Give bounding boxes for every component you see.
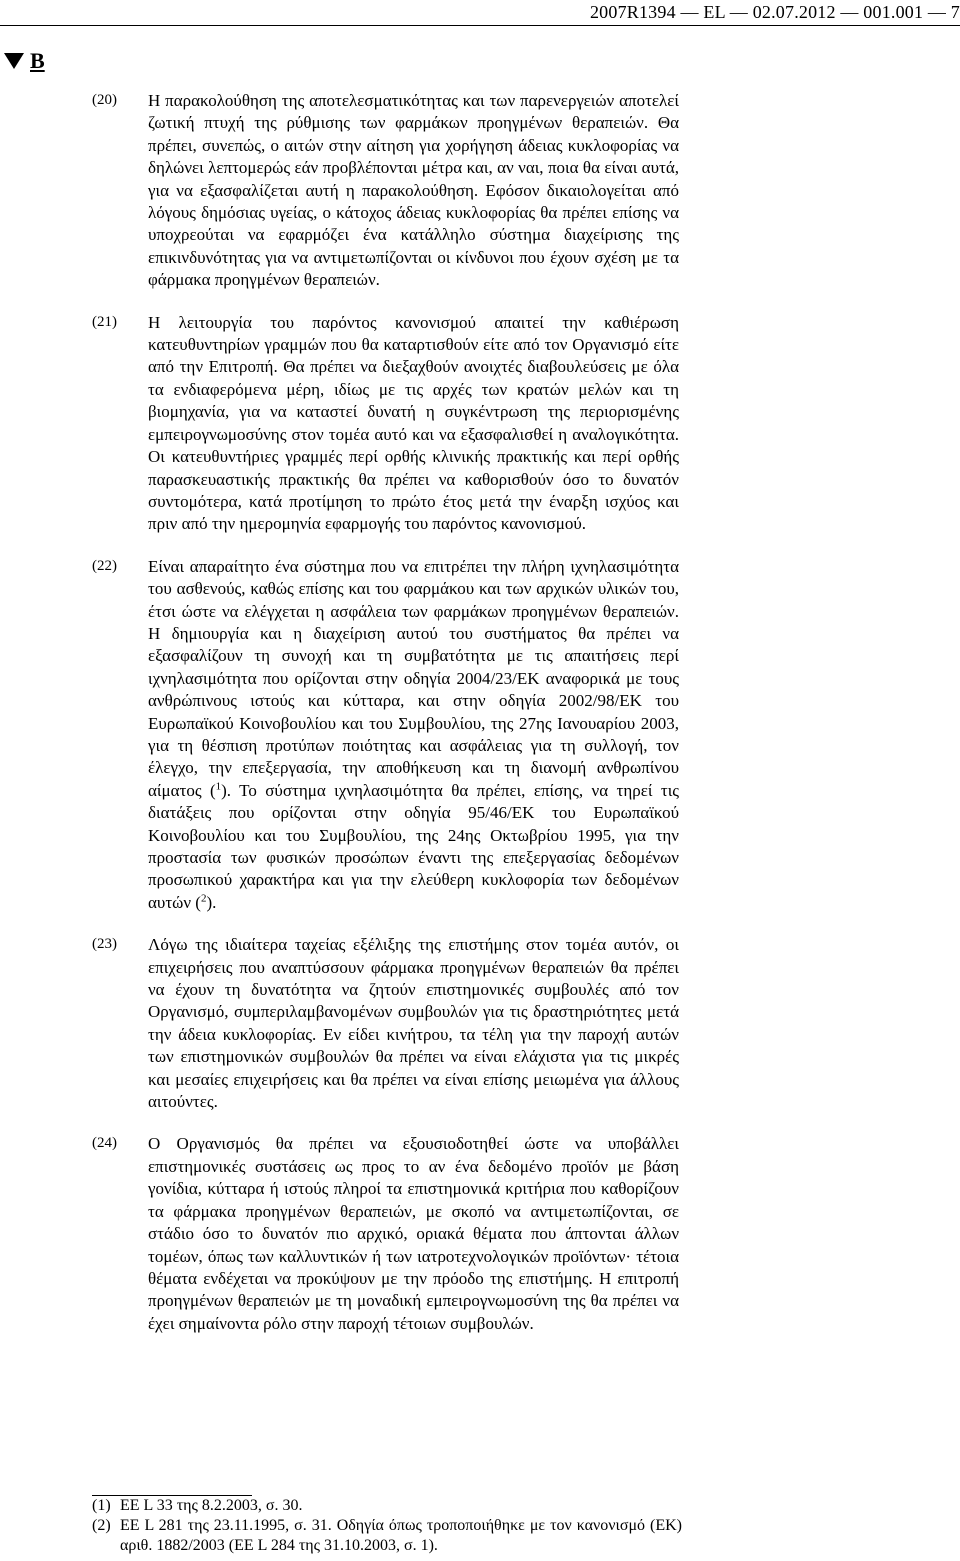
recital-24 xyxy=(92,1133,679,1335)
recital-number: (23) xyxy=(92,936,117,953)
recital-number: (22) xyxy=(92,557,117,574)
marker-letter: B xyxy=(30,48,45,73)
recital-21 xyxy=(92,312,679,536)
recital-text xyxy=(148,556,679,915)
amendment-marker xyxy=(4,48,45,74)
running-header xyxy=(0,0,960,26)
recital-23 xyxy=(92,934,679,1113)
footnote-text: ΕΕ L 281 της 23.11.1995, σ. 31. Οδηγία όπως τροποποιήθηκε με τον κανονισμό (ΕΚ) αριθ. 1882/2003 (ΕΕ L 284 της 31.10.2003, σ. 1). xyxy=(120,1517,682,1554)
recital-text: Η λειτουργία του παρόντος κανονισμού απαιτεί την καθιέρωση κατευθυντηρίων γραμμών που θα καταρτισθούν είτε από τον Οργανισμό είτε από την Επιτροπή. Θα πρέπει να διεξαχθούν ανοιχτές διαβουλεύσεις με όλα τα ενδιαφερόμενα μέρη, ιδίως με τις αρχές των κρατών μελών και τη βιομηχανία, για να καταστεί δυνατή η συγκέντρωση της περιορισμένης εμπειρογνωμοσύνης στον τομέα αυτό και να εξασφαλισθεί η αναλογικότητα. Οι κατευθυντήριες γραμμές περί ορθής κλινικής πρακτικής και περί ορθής παρασκευαστικής πρακτικής θα πρέπει να καθορισθούν όσο το δυνατόν συντομότερα, κατά προτίμηση το πρώτο έτος μετά την έναρξη ισχύος και πριν από την ημερομηνία εφαρμογής του παρόντος κανονισμού. xyxy=(148,312,679,534)
recital-text-part: ). xyxy=(206,892,217,912)
footnote-number: (1) xyxy=(92,1497,111,1514)
recital-22 xyxy=(92,556,679,915)
footnote-2 xyxy=(92,1516,682,1556)
footnote-text: ΕΕ L 33 της 8.2.2003, σ. 30. xyxy=(120,1497,303,1514)
recital-text-part: ). Το σύστημα ιχνηλασιμότητα θα πρέπει, επίσης, να τηρεί τις διατάξεις που ορίζονται στην οδηγία 95/46/ΕΚ του Ευρωπαϊκού Κοινοβουλίου και του Συμβουλίου, της 24ης Οκτωβρίου 1995, για την προστασία των φυσικών προσώπων έναντι της επεξεργασίας δεδομένων προσωπικού χαρακτήρα και για την ελεύθερη κυκλοφορία των δεδομένων αυτών ( xyxy=(148,780,679,912)
recital-number: (20) xyxy=(92,92,117,108)
recital-20 xyxy=(92,90,679,292)
recital-number: (24) xyxy=(92,1135,117,1152)
footnote-ref-2[interactable]: 2 xyxy=(200,892,207,905)
footnote-1 xyxy=(92,1496,682,1516)
header-text: 2007R1394 — EL — 02.07.2012 — 001.001 — 7 xyxy=(589,2,960,22)
recital-text: Η παρακολούθηση της αποτελεσματικότητας και των παρενεργειών αποτελεί ζωτική πτυχή της ρύθμισης των φαρμάκων προηγμένων θεραπειών. Θα πρέπει, συνεπώς, ο αιτών στην αίτηση για χορήγηση άδειας κυκλοφορίας να δηλώνει λεπτομερώς εάν προβλέπονται μέτρα και, αν ναι, ποια θα είναι αυτά, για να εξασφαλίζεται αυτή η παρακολούθηση. Εφόσον δικαιολογείται από λόγους δημόσιας υγείας, ο κάτοχος άδειας κυκλοφορίας θα πρέπει επίσης να υποχρεούται να εφαρμόζει ένα κατάλληλο σύστημα διαχείρισης της επικινδυνότητας για να αντιμετωπίζονται οι κίνδυνοι που έχουν σχέση με τα φάρμακα προηγμένων θεραπειών. xyxy=(148,91,679,290)
footnotes xyxy=(92,1496,682,1556)
recital-number: (21) xyxy=(92,313,117,330)
recital-text-part: Είναι απαραίτητο ένα σύστημα που να επιτρέπει την πλήρη ιχνηλασιμότητα του ασθενούς, καθώς επίσης και του φαρμάκου και των αρχικών υλικών του, έτσι ώστε να ελέγχεται η ασφάλεια των φαρμάκων προηγμένων θεραπειών. Η δημιουργία και η διαχείριση αυτού του συστήματος θα πρέπει να εξασφαλίζουν τη συνοχή και τη συμβατότητα με τις απαιτήσεις περί ιχνηλασιμότητα που ορίζονται στην οδηγία 2004/23/ΕΚ αναφορικά με τους ανθρώπινους ιστούς και κύτταρα, και στην οδηγία 2002/98/ΕΚ του Ευρωπαϊκού Κοινοβουλίου και του Συμβουλίου, της 27ης Ιανουαρίου 2003, για τη θέσπιση προτύπων ποιότητας και ασφάλειας για τη συλλογή, τον έλεγχο, την επεξεργασία, την αποθήκευση και τη διανομή ανθρωπίνου αίματος ( xyxy=(148,556,679,800)
footnote-number: (2) xyxy=(92,1517,111,1534)
recital-text: Ο Οργανισμός θα πρέπει να εξουσιοδοτηθεί ώστε να υποβάλλει επιστημονικές συστάσεις ως προς το αν ένα δεδομένο προϊόν με βάση γονίδια, κύτταρα ή ιστούς πληροί τα επιστημονικά κριτήρια που καθορίζουν τα φάρμακα προηγμένων θεραπειών, με σκοπό να αντιμετωπίζονται, σε στάδιο όσο το δυνατόν πιο αρχικό, οριακά θέματα που άπτονται άλλων τομέων, όπως των καλλυντικών ή των ιατροτεχνολογικών προϊόντων· τέτοια θέματα ενδέχεται να προκύψουν με την πρόοδο της επιστήμης. Η επιτροπή προηγμένων θεραπειών με τη μοναδική εμπειρογνωμοσύνη της θα πρέπει να έχει σημαίνοντα ρόλο στην παροχή τέτοιων συμβουλών. xyxy=(148,1134,679,1333)
recitals-body xyxy=(92,90,679,1355)
recital-text: Λόγω της ιδιαίτερα ταχείας εξέλιξης της επιστήμης στον τομέα αυτόν, οι επιχειρήσεις που αναπτύσσουν φάρμακα προηγμένων θεραπειών θα πρέπει να έχουν τη δυνατότητα να ζητούν επιστημονικές συμβουλές από τον Οργανισμό, συμπεριλαμβανομένων συμβουλών για τις δραστηριότητες μετά την άδεια κυκλοφορίας. Εν είδει κινήτρου, τα τέλη για την παροχή αυτών των επιστημονικών συμβουλών θα πρέπει να είναι ελάχιστα για τις μικρές και μεσαίες επιχειρήσεις και θα πρέπει να είναι επίσης μειωμένα για άλλους αιτούντες. xyxy=(148,935,679,1112)
footnote-ref-1[interactable]: 1 xyxy=(215,780,222,793)
triangle-down-icon xyxy=(4,53,24,69)
